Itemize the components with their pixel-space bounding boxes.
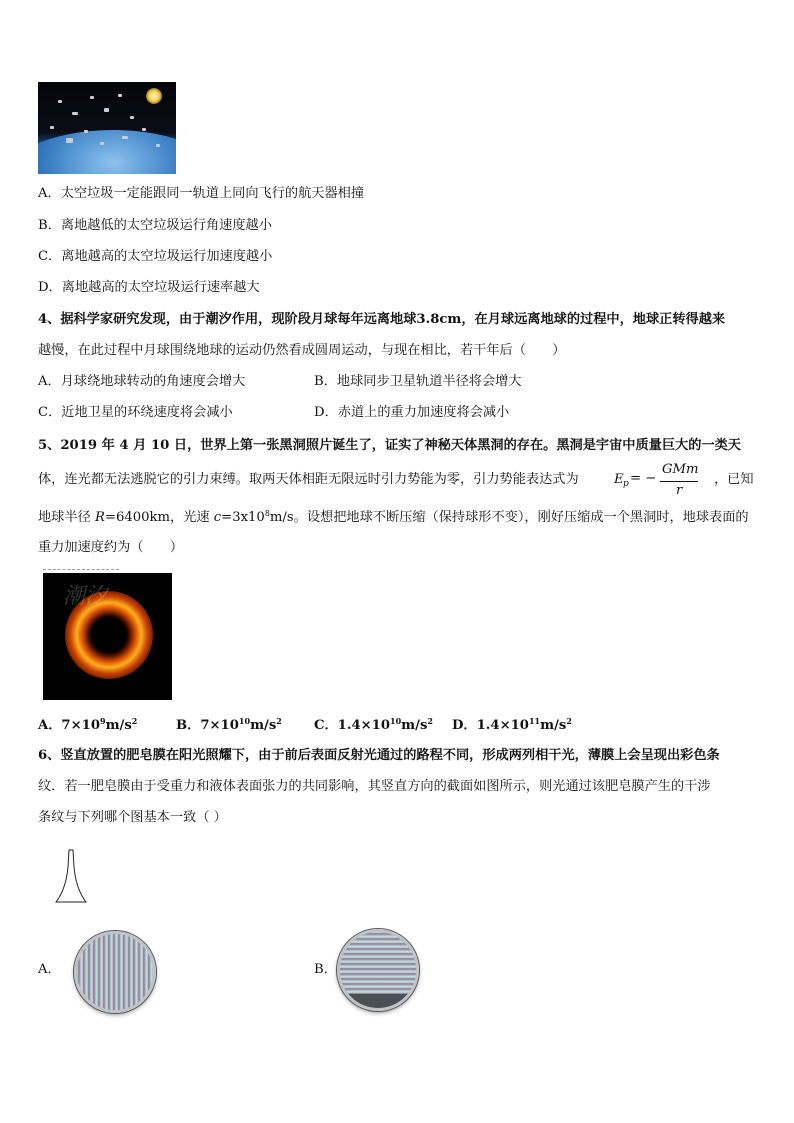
q4-option-b: B．地球同步卫星轨道半径将会增大 <box>314 374 522 389</box>
formula-fraction-bar <box>660 481 698 482</box>
debris-piece <box>58 100 62 103</box>
debris-piece <box>66 138 73 143</box>
q4-option-c: C．近地卫星的环绕速度将会减小 <box>38 405 233 420</box>
q5-stem-line1: 5、2019 年 4 月 10 日，世界上第一张黑洞照片诞生了，证实了神秘天体黑洞的存在。黑洞是宇宙中质量巨大的一类天 <box>38 438 741 453</box>
formula-p: p <box>623 479 629 489</box>
formula-eq: = − <box>630 471 657 486</box>
q6-stem-line1: 6、竖直放置的肥皂膜在阳光照耀下，由于前后表面反射光通过的路程不同，形成两列相干光，薄膜上会呈现出彩色条 <box>38 748 720 763</box>
q3-option-d: D．离地越高的太空垃圾运行速率越大 <box>38 280 260 295</box>
formula-numerator: GMm <box>662 462 699 477</box>
formula-denominator: r <box>676 483 683 498</box>
q5-line3-a: 地球半径 <box>38 510 95 525</box>
q6-stem-line2: 纹．若一肥皂膜由于受重力和液体表面张力的共同影响，其竖直方向的截面如图所示，则光通过该肥皂膜产生的干涉 <box>38 779 711 794</box>
fringe-pattern-horizontal <box>337 929 419 1011</box>
q5-line3-d: =3x10 <box>221 510 265 525</box>
debris-piece <box>122 136 128 139</box>
q5-line3-exp: 8 <box>264 509 270 518</box>
debris-piece <box>130 116 134 119</box>
q5-stem-line3 <box>38 508 749 528</box>
soap-film-cross-section <box>54 849 88 905</box>
watermark-text: 潮汐 <box>63 584 108 609</box>
q5-stem-line2-text: 体，连光都无法逃脱它的引力束缚。取两天体相距无限远时引力势能为零，引力势能表达式为 <box>38 472 579 487</box>
debris-piece <box>118 94 122 97</box>
q3-option-b: B．离地越低的太空垃圾运行角速度越小 <box>38 218 272 233</box>
debris-piece <box>100 142 104 145</box>
fringe-pattern-vertical <box>74 931 156 1013</box>
q5-option-a: A．$7\times 10^9m/s^2$ <box>38 716 138 733</box>
q5-option-c: C．$1.4\times 10^{10}m/s^2$ <box>314 716 433 733</box>
q5-line3-e: m/s。设想把地球不断压缩（保持球形不变），刚好压缩成一个黑洞时，地球表面的 <box>269 510 749 525</box>
space-debris-image <box>38 82 176 174</box>
q6-option-b-label: B． <box>314 962 337 977</box>
q5-stem-line2 <box>38 470 579 490</box>
earth-shape <box>38 130 176 174</box>
q5-line3-c: c <box>213 510 222 525</box>
q4-stem-line1: 4、据科学家研究发现，由于潮汐作用，现阶段月球每年远离地球3.8cm，在月球远离地球的过程中，地球正转得越来 <box>38 312 726 327</box>
debris-piece <box>72 112 78 115</box>
debris-piece <box>84 130 88 133</box>
q4-option-d: D．赤道上的重力加速度将会减小 <box>314 405 510 420</box>
q5-line3-b: =6400km，光速 <box>104 510 214 525</box>
q5-option-b: B．$7\times 10^{10}m/s^2$ <box>176 716 282 733</box>
debris-piece <box>90 96 94 99</box>
q5-line3-r: R <box>94 510 105 525</box>
black-hole-image <box>43 573 172 700</box>
q5-stem-line2-end: ，已知 <box>714 472 754 487</box>
debris-piece <box>156 144 160 147</box>
q3-option-c: C．离地越高的太空垃圾运行加速度越小 <box>38 249 273 264</box>
q6-stem-line3: 条纹与下列哪个图基本一致（ ） <box>38 810 227 825</box>
q3-option-a: A．太空垃圾一定能跟同一轨道上同向飞行的航天器相撞 <box>38 186 365 201</box>
q5-stem-line4: 重力加速度约为（ ） <box>38 540 184 555</box>
q4-option-a: A．月球绕地球转动的角速度会增大 <box>38 374 246 389</box>
potential-energy-formula <box>614 462 718 502</box>
sun-shape <box>146 88 162 104</box>
q6-option-a-label: A． <box>38 962 61 977</box>
debris-piece <box>50 126 54 129</box>
image-top-dash <box>43 569 119 570</box>
debris-piece <box>142 128 146 131</box>
debris-piece <box>104 108 109 112</box>
q4-stem-line2: 越慢，在此过程中月球围绕地球的运动仍然看成圆周运动，与现在相比，若干年后（ ） <box>38 343 566 358</box>
formula-e: E <box>614 472 624 487</box>
q5-option-d: D．$1.4\times 10^{11}m/s^2$ <box>452 716 572 733</box>
